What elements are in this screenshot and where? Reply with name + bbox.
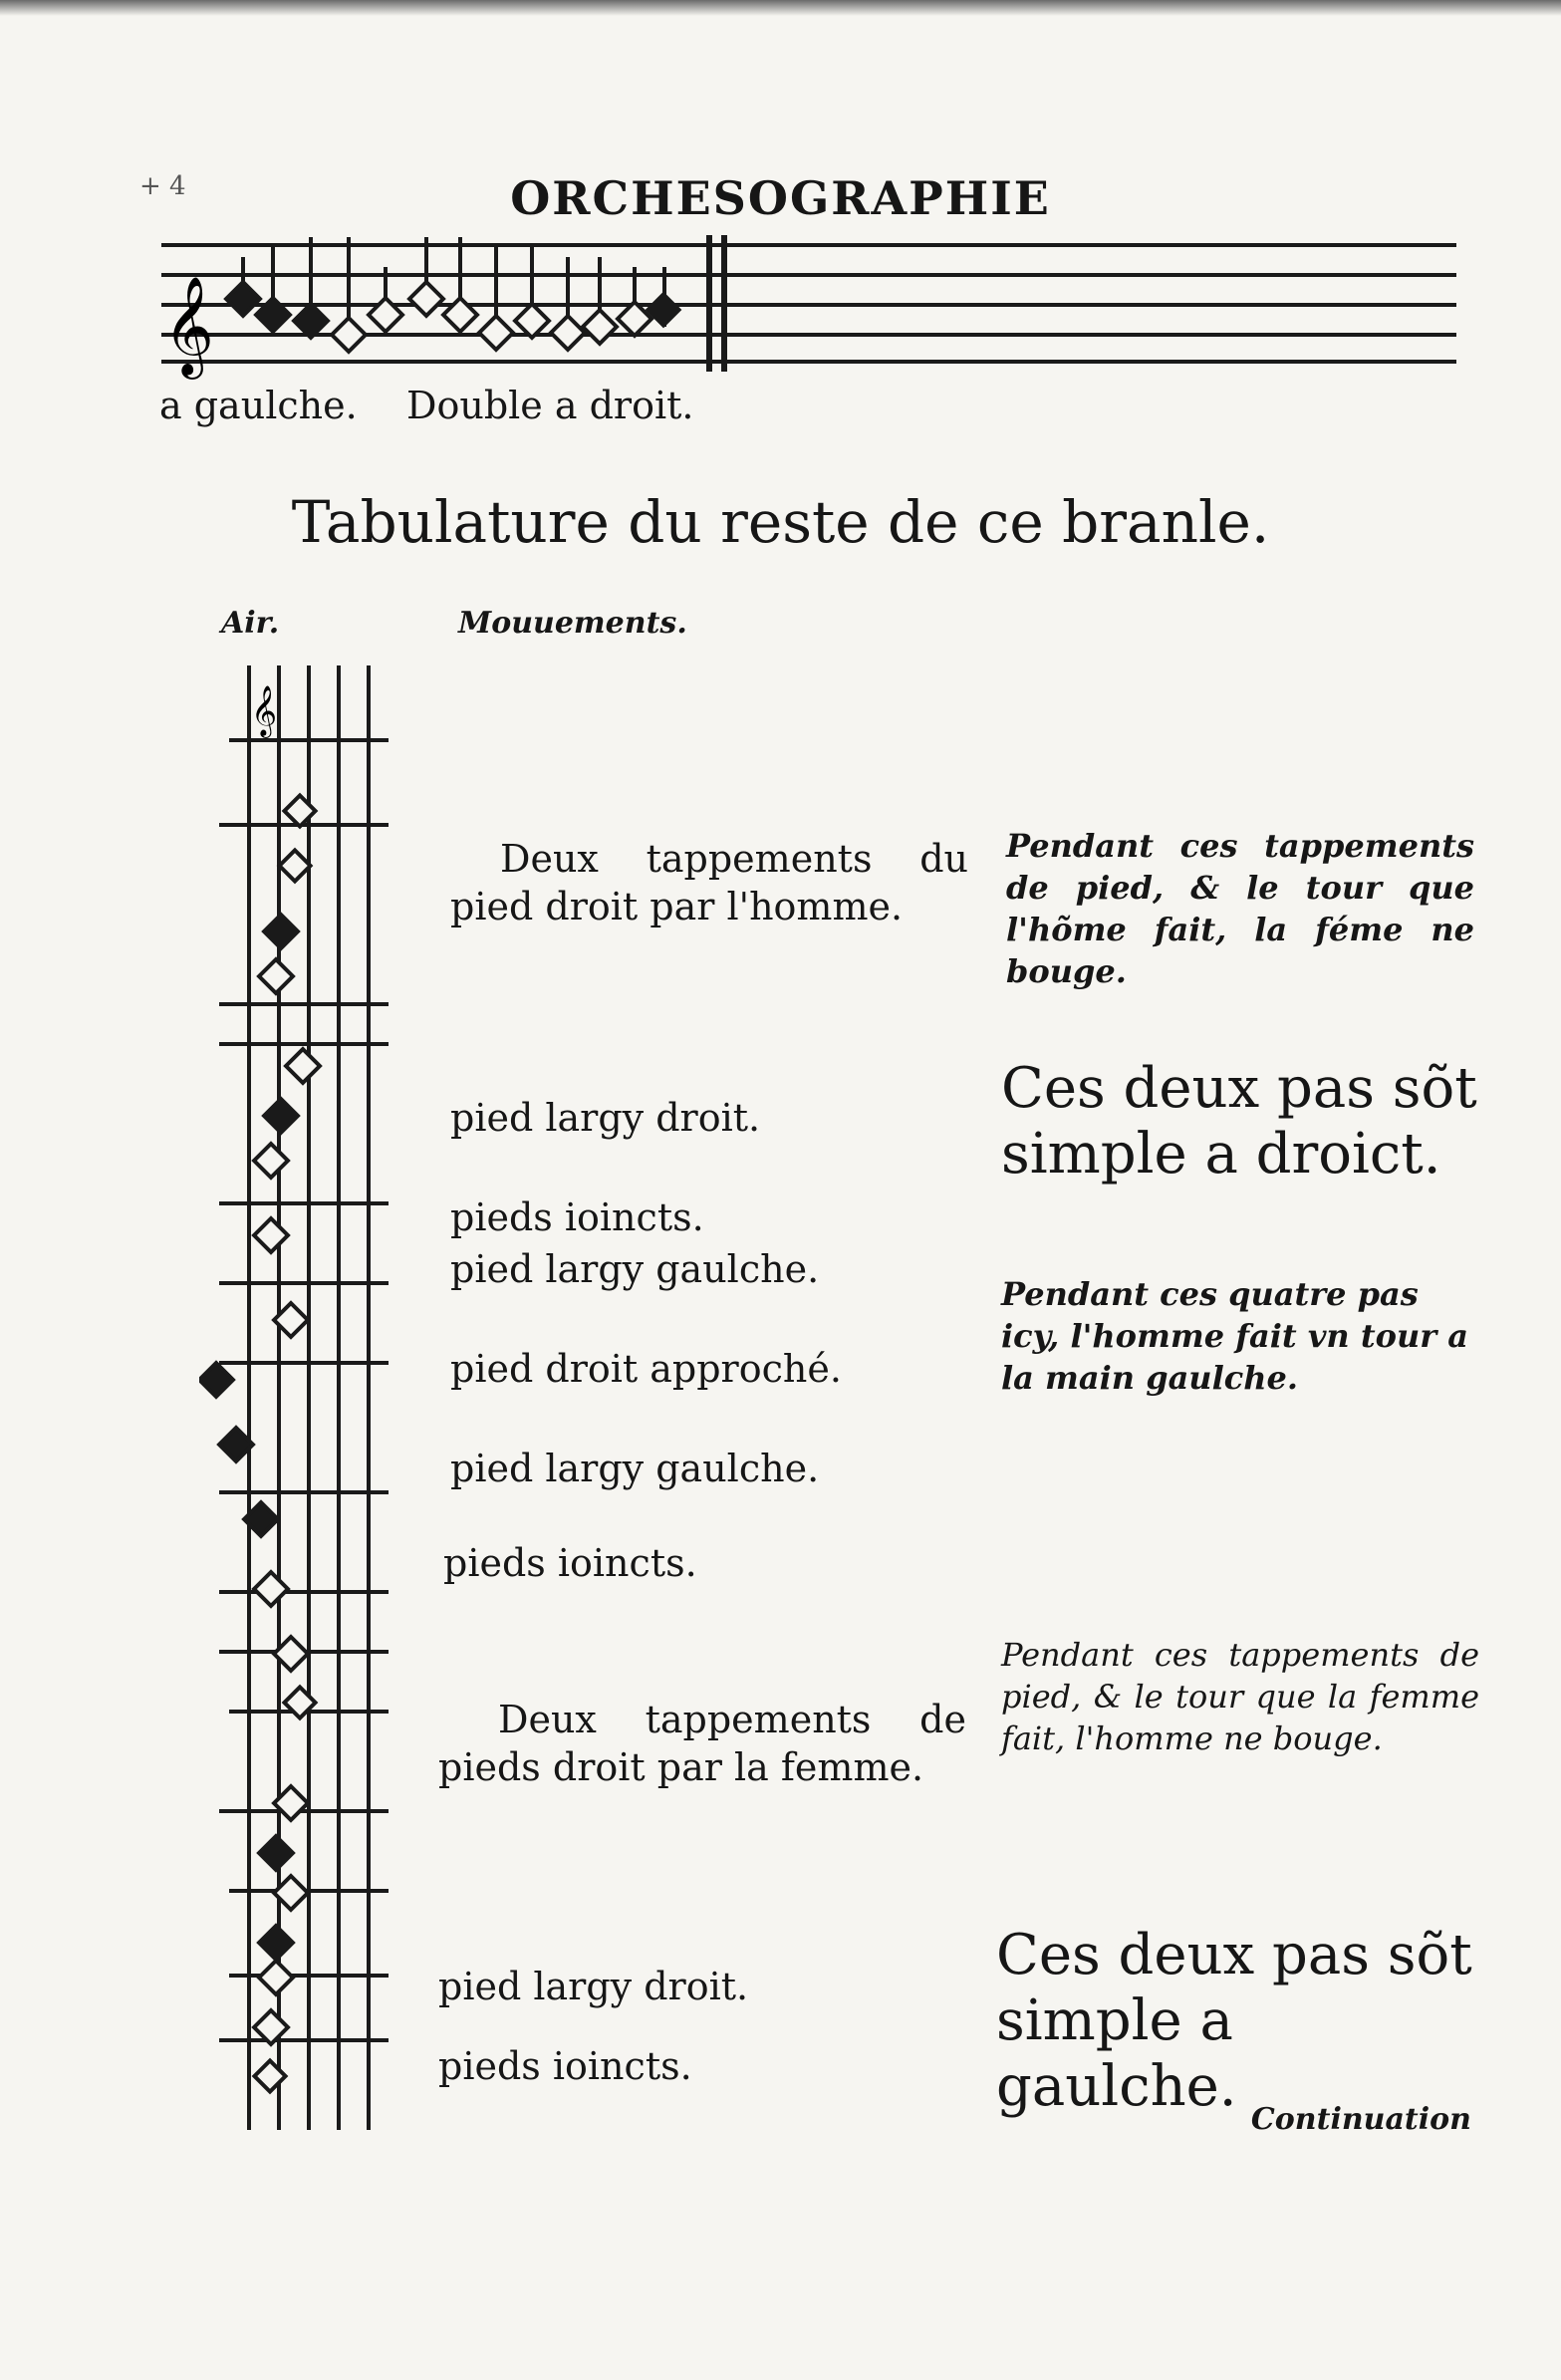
movement-line: pieds ioincts. (443, 1541, 697, 1585)
column-head-movements: Mouuements. (458, 606, 687, 641)
side-note: Pendant ces tappements de pied, & le tour que l'hõme fait, la féme ne bouge. (1006, 827, 1474, 990)
side-note-large: Ces deux pas sõt simple a droict. (1001, 1056, 1477, 1187)
side-note-large: Ces deux pas sõt simple a gaulche. (996, 1923, 1472, 2119)
movement-line: pied largy droit. (450, 1096, 761, 1140)
tab-notes (199, 795, 320, 2091)
tablature-staff (199, 646, 398, 2140)
side-note: Pendant ces tappements de pied, & le tour que la femme fait, l'homme ne bouge. (1001, 1636, 1479, 1757)
column-head-air: Air. (221, 606, 280, 641)
movement-line: pieds ioincts. (438, 2044, 692, 2088)
movement-line: pied largy droit. (438, 1965, 749, 2008)
tab-clef-icon: 𝄞 (251, 685, 278, 736)
section-title: Tabulature du reste de ce branle. (291, 488, 1270, 556)
staff-caption-right: Double a droit. (406, 384, 694, 427)
movement-line: pied largy gaulche. (450, 1247, 820, 1291)
catchword: Continuation (1250, 2102, 1471, 2137)
movement-line: Deux tappements du pied droit par l'homme. (450, 837, 968, 928)
tab-barlines (219, 740, 389, 2040)
movement-line: pied largy gaulche. (450, 1447, 820, 1490)
clef-icon: 𝄞 (163, 276, 214, 376)
folio-mark: + 4 (139, 171, 186, 201)
running-title: ORCHESOGRAPHIE (510, 171, 1051, 225)
music-staff (151, 227, 1466, 387)
side-note: Pendant ces quatre pas icy, l'homme fait vn tour a la main gaulche. (1001, 1275, 1468, 1397)
page-edge-shadow (0, 0, 1561, 16)
tab-lines (249, 665, 369, 2130)
movement-line: Deux tappements de pieds droit par la femme. (438, 1698, 966, 1789)
movement-line: pieds ioincts. (450, 1195, 704, 1239)
staff-caption-left: a gaulche. (159, 384, 358, 427)
movement-line: pied droit approché. (450, 1347, 842, 1391)
